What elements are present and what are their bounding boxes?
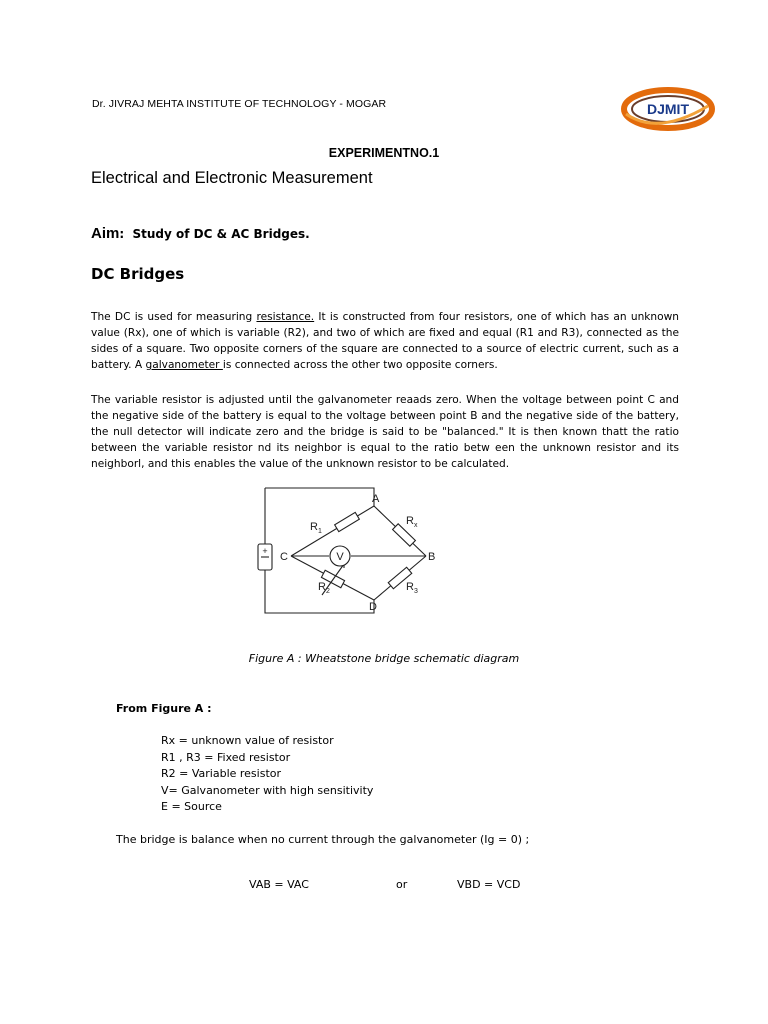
label-r2: $R_2$	[318, 581, 330, 595]
para1-text-4: is connected across the other two opposite corners.	[222, 359, 498, 371]
label-r1: $R_1$	[310, 521, 322, 535]
label-rx: $R_x$	[406, 515, 418, 529]
aim-label: Aim	[91, 225, 120, 242]
underlined-galvanometer: galvanometer	[145, 359, 223, 371]
aim-colon: :	[119, 227, 125, 241]
legend-item: R2 = Variable resistor	[161, 767, 282, 780]
galvanometer-label: V	[336, 551, 344, 563]
figure-caption: Figure A : Wheatstone bridge schematic diagram	[248, 652, 520, 665]
node-b: B	[428, 551, 436, 563]
legend-list	[161, 733, 373, 816]
battery-plus: +	[262, 546, 268, 556]
aim-line	[91, 226, 310, 242]
balance-statement: The bridge is balance when no current through the galvanometer (Ig = 0) ;	[116, 833, 530, 846]
underlined-resistance: resistance.	[256, 311, 315, 323]
node-d: D	[369, 601, 377, 613]
subject-title: Electrical and Electronic Measurement	[91, 169, 373, 187]
legend-item: R1 , R3 = Fixed resistor	[161, 750, 291, 764]
node-c: C	[280, 551, 288, 563]
equation-vbd-vcd: VBD = VCD	[457, 878, 521, 891]
aim-text: Study of DC & AC Bridges.	[124, 227, 310, 241]
legend-title: From Figure A :	[116, 702, 212, 715]
para1-text-3: (Rx), one of which is variable (R2), and two of which are fixed and equal (R1 and R3), connected as the sides of a square. Two opposite corners of the square are connected to a source of electric current, such as a battery. A	[91, 327, 679, 371]
para1-text-1: The DC is used for measuring	[91, 311, 257, 323]
experiment-title: EXPERIMENTNO.1	[328, 146, 440, 160]
resistor-r1	[335, 512, 360, 531]
resistor-rx	[393, 524, 416, 546]
logo-text: DJMIT	[647, 101, 689, 117]
paragraph-dc-intro	[91, 309, 679, 373]
equation-or: or	[396, 878, 408, 891]
node-a: A	[372, 493, 380, 505]
paragraph-balance-explanation: The variable resistor is adjusted until the galvanometer reaads zero. When the voltage between point C and the negative side of the battery is equal to the voltage between point B and the negative side of the battery, the null detector will indicate zero and the bridge is said to be "balanced." It is then known thatt the ratio between the variable resistor nd its neighbor is equal to the ratio betw een the unknown resistor and its neighborl, and this enables the value of the unknown resistor to be calculated.	[91, 394, 679, 470]
wire-top	[265, 488, 374, 506]
institute-name: Dr. JIVRAJ MEHTA INSTITUTE OF TECHNOLOGY - MOGAR	[92, 98, 387, 110]
para1-text-2: It is constructed from four resistors, one of which has an unknown value	[91, 311, 679, 339]
section-heading-dc-bridges: DC Bridges	[91, 265, 185, 283]
legend-item: E = Source	[161, 800, 222, 813]
legend-item: V= Galvanometer with high sensitivity	[161, 783, 374, 797]
wheatstone-bridge-diagram	[248, 482, 436, 616]
arm-a-c	[291, 506, 374, 556]
djmit-logo	[618, 84, 714, 134]
equation-vab-vac: VAB = VAC	[249, 878, 309, 891]
legend-item: Rx = unknown value of resistor	[161, 734, 334, 747]
label-r3: $R_3$	[406, 581, 418, 595]
